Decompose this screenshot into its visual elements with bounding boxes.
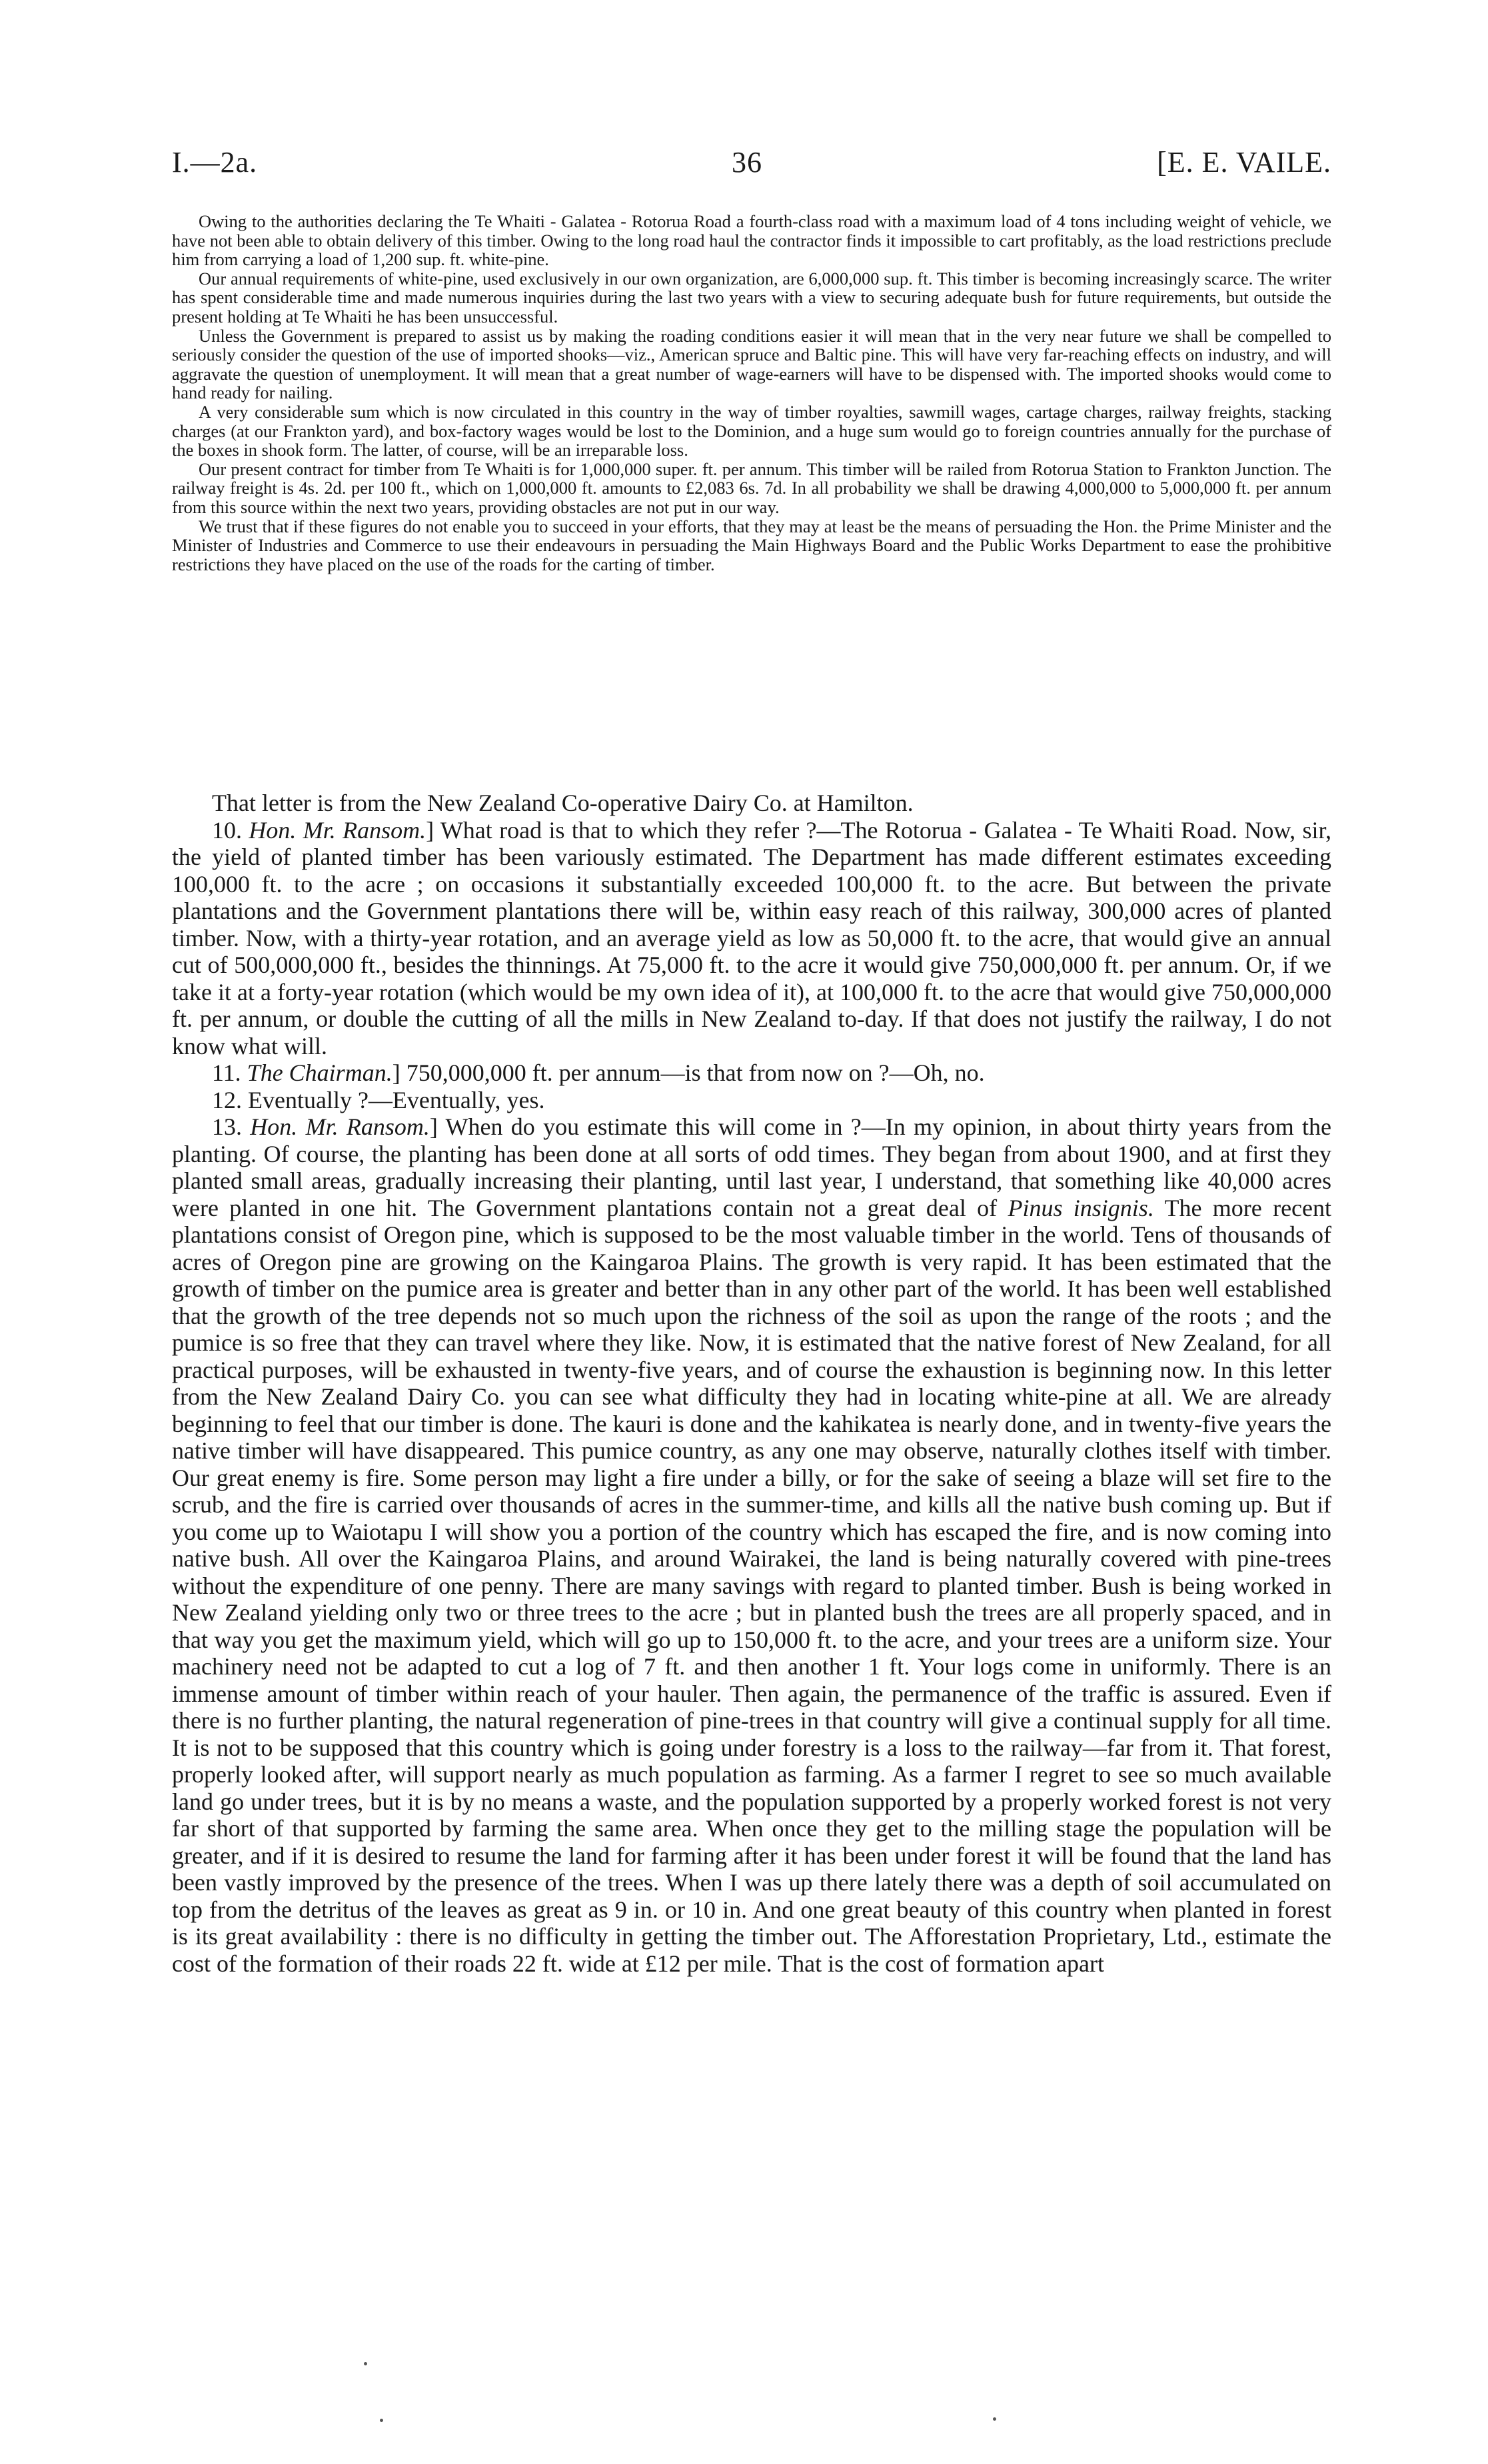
letter-paragraph: A very considerable sum which is now circulated in this country in the way of timber royalties, sawmill wages, cartage charges, railway freights, stacking charges (at our Frankton yard), and box-factory wages would be lost to the Dominion, and a huge sum would go to foreign countries annually for the purchase of the boxes in shook form. The latter, of course, will be an irreparable loss.: [172, 401, 1331, 460]
question-11: [172, 1059, 1331, 1087]
question-text: ] What road is that to which they refer ?—The Rotorua - Galatea - Te Whaiti Road. Now, sir, the yield of planted timber has been variously estimated. The Department has made different estimates exceeding 100,000 ft. to the acre ; on occasions it substantially exceeded 100,000 ft. to the acre. But between the private plantations and the Government plantations there will be, within easy reach of this railway, 300,000 acres of planted timber. Now, with a thirty-year rotation, and an average yield as low as 50,000 ft. to the acre, that would give an annual cut of 500,000,000 ft., besides the thinnings. At 75,000 ft. to the acre it would give 750,000,000 ft. per annum. Or, if we take it at a forty-year rotation (which would be my own idea of it), at 100,000 ft. to the acre that would give 750,000,000 ft. per annum, or double the cutting of all the mills in New Zealand to-day. If that does not justify the railway, I do not know what will.: [172, 816, 1331, 1059]
question-number: 11.: [212, 1059, 247, 1086]
letter-paragraph: Our present contract for timber from Te Whaiti is for 1,000,000 super. ft. per annum. This timber will be railed from Rotorua Station to Frankton Junction. The railway freight is 4s. 2d. per 100 ft., which on 1,000,000 ft. amounts to £2,083 6s. 7d. In all probability we shall be drawing 4,000,000 to 5,000,000 ft. per annum from this source within the next two years, providing obstacles are not put in our way.: [172, 458, 1331, 517]
document-reference: I.—2a.: [172, 146, 258, 179]
witness-name: [E. E. VAILE.: [1157, 146, 1331, 179]
question-text: The more recent plantations consist of Oregon pine, which is supposed to be the most valuable timber in the world. Tens of thousands of acres of Oregon pine are growing on the Kaingaroa Plains. The growth is very rapid. It has been estimated that the growth of timber on the pumice area is greater and better than in any other part of the world. It has been well established that the growth of the tree depends not so much upon the richness of the soil as upon the range of the roots ; and the pumice is so free that they can travel where they like. Now, it is estimated that the native forest of New Zealand, for all practical purposes, will be exhausted in twenty-five years, and of course the exhaustion is beginning now. In this letter from the New Zealand Dairy Co. you can see what difficulty they had in locating white-pine at all. We are already beginning to feel that our timber is done. The kauri is done and the kahikatea is nearly done, and in twenty-five years the native timber will have disappeared. This pumice country, as any one may observe, naturally clothes itself with timber. Our great enemy is fire. Some person may light a fire under a billy, or for the sake of seeing a blaze will set fire to the scrub, and the fire is carried over thousands of acres in the summer-time, and kills all the native bush coming up. But if you come up to Waiotapu I will show you a portion of the country which has escaped the fire, and is now coming into native bush. All over the Kaingaroa Plains, and around Wairakei, the land is being naturally covered with pine-trees without the expenditure of one penny. There are many savings with regard to planted timber. Bush is being worked in New Zealand yielding only two or three trees to the acre ; but in planted bush the trees are all properly spaced, and in that way you get the maximum yield, which will go up to 150,000 ft. to the acre, and your trees are a uniform size. Your machinery need not be adapted to cut a log of 7 ft. and then another 1 ft. Your logs come in uniformly. There is an immense amount of timber within reach of your hauler. Then again, the permanence of the traffic is assured. Even if there is no further planting, the natural regeneration of pine-trees in that country will give a continual supply for all time. It is not to be supposed that this country which is going under forestry is a loss to the railway—far from it. That forest, properly looked after, will support nearly as much population as farming. As a farmer I regret to see so much available land go under trees, but it is by no means a waste, and the population supported by a properly worked forest is not very far short of that supported by farming the same area. When once they get to the milling stage the population will be greater, and if it is desired to resume the land for farming after it has been under forest it will be found that the land has been vastly improved by the presence of the trees. When I was up there lately there was a depth of soil accumulated on top from the detritus of the leaves as great as 9 in. or 10 in. And one great beauty of this country when planted in forest is its great availability : there is no difficulty in getting the timber out. The Afforestation Proprietary, Ltd., estimate the cost of the formation of their roads 22 ft. wide at £12 per mile. That is the cost of formation apart: [172, 1194, 1332, 1977]
speaker-name: Hon. Mr. Ransom.: [250, 1113, 430, 1140]
quoted-letter: [172, 212, 1331, 574]
letter-paragraph: Our annual requirements of white-pine, used exclusively in our own organization, are 6,000,000 sup. ft. This timber is becoming increasingly scarce. The writer has spent considerable time and made numerous inquiries during the last two years with a view to securing adequate bush for future requirements, but outside the present holding at Te Whaiti he has been unsuccessful.: [172, 268, 1331, 326]
speaker-name: Hon. Mr. Ransom.: [249, 816, 426, 844]
question-text: ] When do you estimate this will come in ?—In my opinion, in about thirty years from the planting. Of course, the planting has been done at all sorts of odd times. They began from about 1900, and at first they planted small areas, gradually increasing their planting, until last year, I understand, that something like 40,000 acres were planted in one hit. The Government plantations contain not a great deal of: [172, 1113, 1331, 1221]
body-paragraph: That letter is from the New Zealand Co-operative Dairy Co. at Hamilton.: [212, 790, 914, 816]
testimony-body: [172, 790, 1331, 1977]
page-number: 36: [732, 146, 762, 179]
scan-speck: [993, 2417, 996, 2421]
letter-paragraph: Owing to the authorities declaring the Te Whaiti - Galatea - Rotorua Road a fourth-class road with a maximum load of 4 tons including weight of vehicle, we have not been able to obtain delivery of this timber. Owing to the long road haul the contractor finds it impossible to cart profitably, as the load restrictions preclude him from carrying a load of 1,200 sup. ft. white-pine.: [172, 211, 1331, 270]
letter-paragraph: We trust that if these figures do not enable you to succeed in your efforts, that they may at least be the means of persuading the Hon. the Prime Minister and the Minister of Industries and Commerce to use their endeavours in persuading the Main Highways Board and the Public Works Department to ease the prohibitive restrictions they have placed on the use of the roads for the carting of timber.: [172, 516, 1331, 574]
scan-speck: [364, 2362, 367, 2365]
page-header: [172, 145, 1331, 185]
speaker-name: The Chairman.: [247, 1059, 392, 1086]
question-12: 12. Eventually ?—Eventually, yes.: [212, 1086, 545, 1113]
question-13: [172, 1113, 1331, 1977]
scan-speck: [380, 2419, 383, 2422]
question-number: 10.: [212, 816, 249, 844]
question-number: 13.: [212, 1113, 251, 1140]
question-10: [172, 817, 1331, 1060]
question-text: ] 750,000,000 ft. per annum—is that from now on ?—Oh, no.: [392, 1059, 985, 1086]
species-name: Pinus insignis.: [1008, 1194, 1154, 1221]
letter-paragraph: Unless the Government is prepared to assist us by making the roading conditions easier it will mean that in the very near future we shall be compelled to seriously consider the question of the use of imported shooks—viz., American spruce and Baltic pine. This will have very far-reaching effects on industry, and will aggravate the question of unemployment. It will mean that a great number of wage-earners will have to be dispensed with. The imported shooks would come to hand ready for nailing.: [172, 325, 1331, 403]
